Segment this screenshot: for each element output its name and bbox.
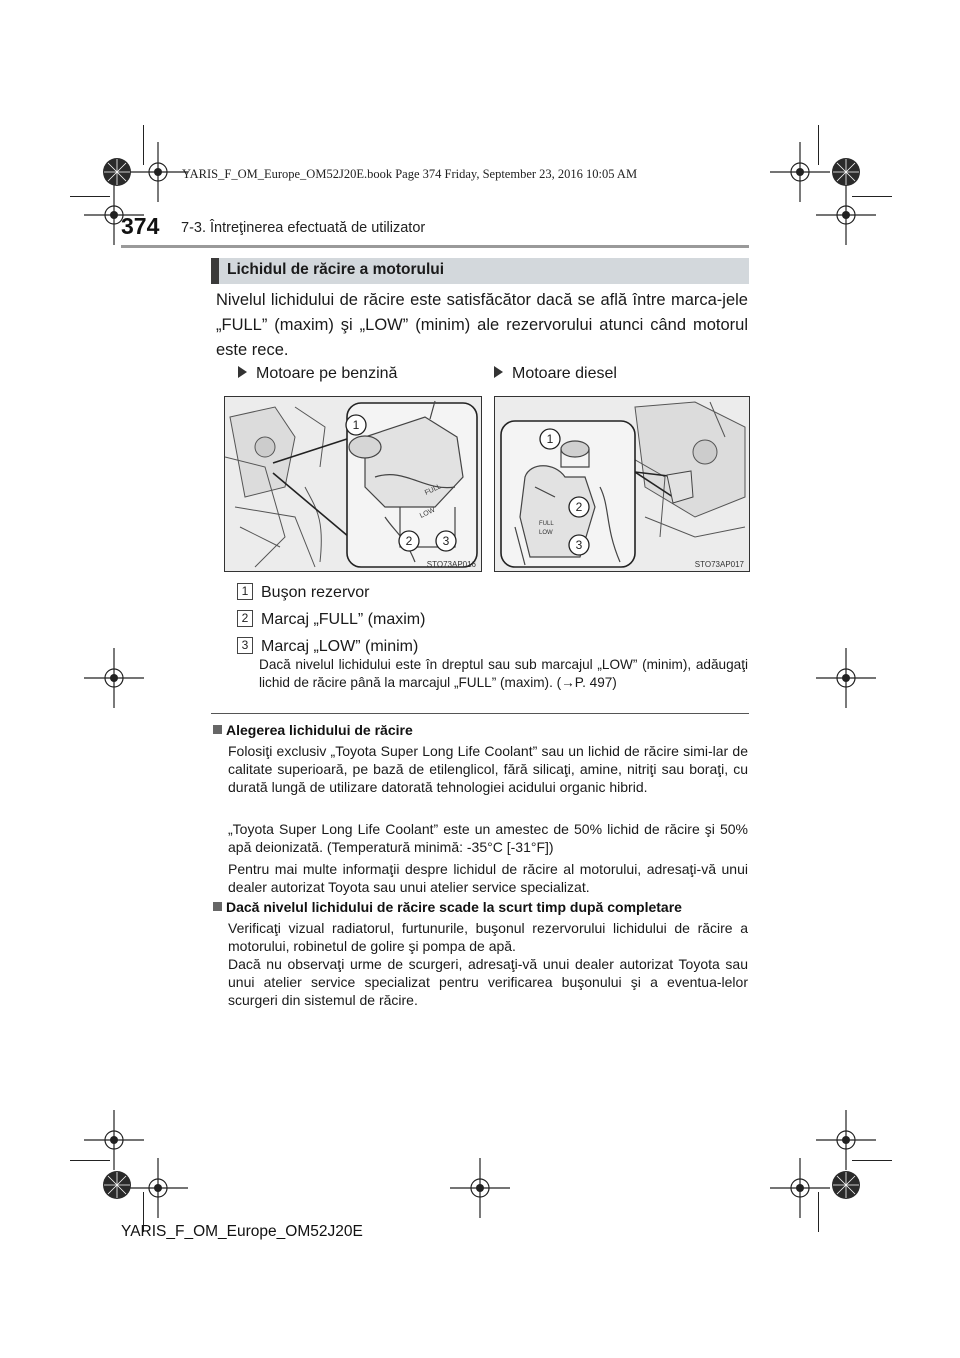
petrol-engine-photo — [224, 396, 482, 572]
sunburst-mark-icon — [831, 1170, 861, 1200]
legend-number: 1 — [237, 583, 253, 600]
petrol-engine-label: Motoare pe benzină — [238, 365, 397, 383]
paragraph: Verificaţi vizual radiatorul, furtunurile, buşonul rezervorului lichidului de răcire a motorului, robinetul de golire şi pompa de apă. — [228, 920, 748, 954]
paragraph: Dacă nu observaţi urme de scurgeri, adresaţi-vă unui dealer autorizat Toyota sau unui atelier service specializat pentru verificarea buşonului şi a eventua-lelor scurgeri din sistemul de răcire. — [228, 956, 748, 1008]
callout-1-icon — [540, 429, 560, 449]
paragraph: „Toyota Super Long Life Coolant” este un amestec de 50% lichid de răcire şi 50% apă deionizată. (Temperatură minimă: -35°C [-31°F]) — [228, 821, 748, 855]
svg-text:2: 2 — [405, 534, 413, 548]
subheading-title: Lichidul de răcire a motorului — [227, 261, 445, 278]
section-divider — [211, 713, 749, 714]
legend-item: 1 Buşon rezervor — [237, 583, 370, 602]
callout-3-icon — [436, 531, 456, 551]
intro-paragraph: Nivelul lichidului de răcire este satisfăcător dacă se află între marca-jele „FULL” (maxim) şi „LOW” (minim) ale rezervorului atunci când motorul este rece. — [216, 291, 748, 359]
diesel-engine-photo — [494, 396, 750, 572]
svg-text:FULL: FULL — [539, 521, 554, 527]
callout-3-icon — [569, 535, 589, 555]
legend-number: 3 — [237, 637, 253, 654]
paragraph: Folosiţi exclusiv „Toyota Super Long Life Coolant” sau un lichid de răcire simi-lar de calitate superioară, pe bază de etilenglicol, fără silicaţi, amine, nitriţi sau boraţi, cu durată lungă de utilizare datorată tehnologiei acidului organic hibrid. — [228, 743, 748, 795]
legend-number: 2 — [237, 610, 253, 627]
topic-heading: Alegerea lichidului de răcire — [213, 722, 413, 738]
triangle-bullet-icon — [494, 366, 503, 378]
svg-text:3: 3 — [575, 538, 583, 552]
print-header: YARIS_F_OM_Europe_OM52J20E.book Page 374 Friday, September 23, 2016 10:05 AM — [182, 167, 638, 181]
figure-code: STO73AP016 — [426, 560, 476, 569]
section-title: 7-3. Întreţinerea efectuată de utilizator — [181, 220, 426, 236]
legend-item: 3 Marcaj „LOW” (minim) — [237, 637, 418, 656]
square-bullet-icon — [213, 902, 222, 911]
callout-1-icon — [346, 415, 366, 435]
page-number: 374 — [121, 213, 160, 239]
diesel-engine-label: Motoare diesel — [494, 365, 617, 383]
square-bullet-icon — [213, 725, 222, 734]
svg-text:LOW: LOW — [539, 530, 553, 536]
callout-2-icon — [399, 531, 419, 551]
subheading-bar — [211, 258, 749, 284]
svg-text:1: 1 — [546, 432, 554, 446]
svg-text:FULL: FULL — [423, 483, 443, 497]
subheading-accent — [211, 258, 219, 284]
refill-note: Dacă nivelul lichidului este în dreptul sau sub marcajul „LOW” (minim), adăugaţi lichid de răcire până la marcajul „FULL” (maxim). (→P. 497) — [259, 657, 748, 690]
registration-mark-icon — [798, 630, 894, 726]
svg-text:1: 1 — [352, 418, 360, 432]
figure-code: STO73AP017 — [694, 560, 744, 569]
sunburst-mark-icon — [831, 157, 861, 187]
svg-text:2: 2 — [575, 500, 583, 514]
registration-mark-icon — [66, 630, 162, 726]
paragraph: Pentru mai multe informaţii despre lichidul de răcire al motorului, adresaţi-vă unui dealer autorizat Toyota sau unui atelier service specializat. — [228, 861, 748, 895]
sunburst-mark-icon — [102, 157, 132, 187]
petrol-engine-illustration — [225, 397, 481, 571]
header-divider — [121, 245, 749, 248]
document-id-footer: YARIS_F_OM_Europe_OM52J20E — [121, 1223, 363, 1240]
svg-text:3: 3 — [442, 534, 450, 548]
callout-2-icon — [569, 497, 589, 517]
sunburst-mark-icon — [102, 1170, 132, 1200]
diesel-engine-illustration — [495, 397, 749, 571]
triangle-bullet-icon — [238, 366, 247, 378]
legend-item: 2 Marcaj „FULL” (maxim) — [237, 610, 425, 629]
registration-mark-icon — [432, 1140, 528, 1236]
svg-text:LOW: LOW — [418, 506, 437, 520]
topic-heading: Dacă nivelul lichidului de răcire scade la scurt timp după completare — [213, 899, 682, 915]
